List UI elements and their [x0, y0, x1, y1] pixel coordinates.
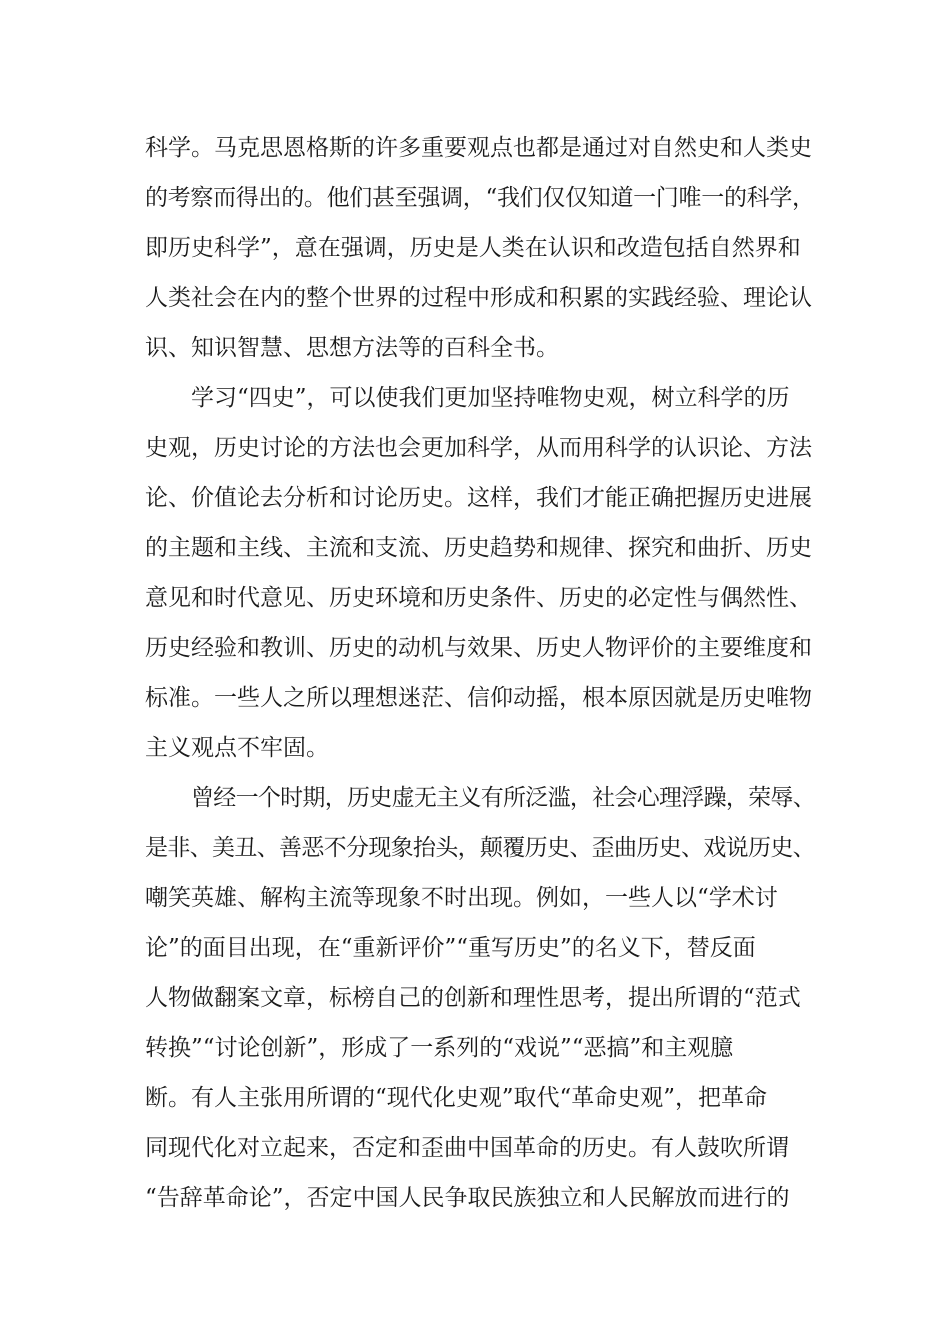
text-line: 是非、美丑、善恶不分现象抬头，颠覆历史、歪曲历史、戏说历史、	[145, 835, 816, 861]
text-line: 标准。一些人之所以理想迷茫、信仰动摇，根本原因就是历史唯物	[145, 685, 812, 711]
text-line: 历史经验和教训、历史的动机与效果、历史人物评价的主要维度和	[145, 635, 812, 661]
text-line: 嘲笑英雄、解构主流等现象不时出现。例如，一些人以“学术讨	[145, 885, 778, 911]
text-line: 主义观点不牢固。	[145, 735, 329, 761]
paragraph-2	[145, 373, 815, 773]
text-line: 的主题和主线、主流和支流、历史趋势和规律、探究和曲折、历史	[145, 535, 812, 561]
text-line: 曾经一个时期，历史虚无主义有所泛滥，社会心理浮躁，荣辱、	[191, 785, 816, 811]
text-line: 转换”“讨论创新”，形成了一系列的“戏说”“恶搞”和主观臆	[145, 1035, 734, 1061]
text-line: 断。有人主张用所谓的“现代化史观”取代“革命史观”，把革命	[145, 1085, 768, 1111]
text-line: 人类社会在内的整个世界的过程中形成和积累的实践经验、理论认	[145, 285, 812, 311]
text-line: 的考察而得出的。他们甚至强调，“我们仅仅知道一门唯一的科学，	[145, 185, 815, 211]
paragraph-1	[145, 123, 815, 373]
text-line: 论”的面目出现，在“重新评价”“重写历史”的名义下，替反面	[145, 935, 756, 961]
text-line: 科学。马克思恩格斯的许多重要观点也都是通过对自然史和人类史	[145, 135, 812, 161]
text-line: 即历史科学”，意在强调，历史是人类在认识和改造包括自然界和	[145, 235, 801, 261]
text-line: “告辞革命论”，否定中国人民争取民族独立和人民解放而进行的	[145, 1185, 790, 1211]
text-line: 识、知识智慧、思想方法等的百科全书。	[145, 335, 559, 361]
text-line: 学习“四史”，可以使我们更加坚持唯物史观，树立科学的历	[191, 385, 790, 411]
paragraph-3	[145, 773, 815, 1223]
text-line: 人物做翻案文章，标榜自己的创新和理性思考，提出所谓的“范式	[145, 985, 801, 1011]
text-line: 意见和时代意见、历史环境和历史条件、历史的必定性与偶然性、	[145, 585, 812, 611]
text-line: 史观，历史讨论的方法也会更加科学，从而用科学的认识论、方法	[145, 435, 812, 461]
text-line: 同现代化对立起来，否定和歪曲中国革命的历史。有人鼓吹所谓	[145, 1135, 789, 1161]
text-line: 论、价值论去分析和讨论历史。这样，我们才能正确把握历史进展	[145, 485, 812, 511]
